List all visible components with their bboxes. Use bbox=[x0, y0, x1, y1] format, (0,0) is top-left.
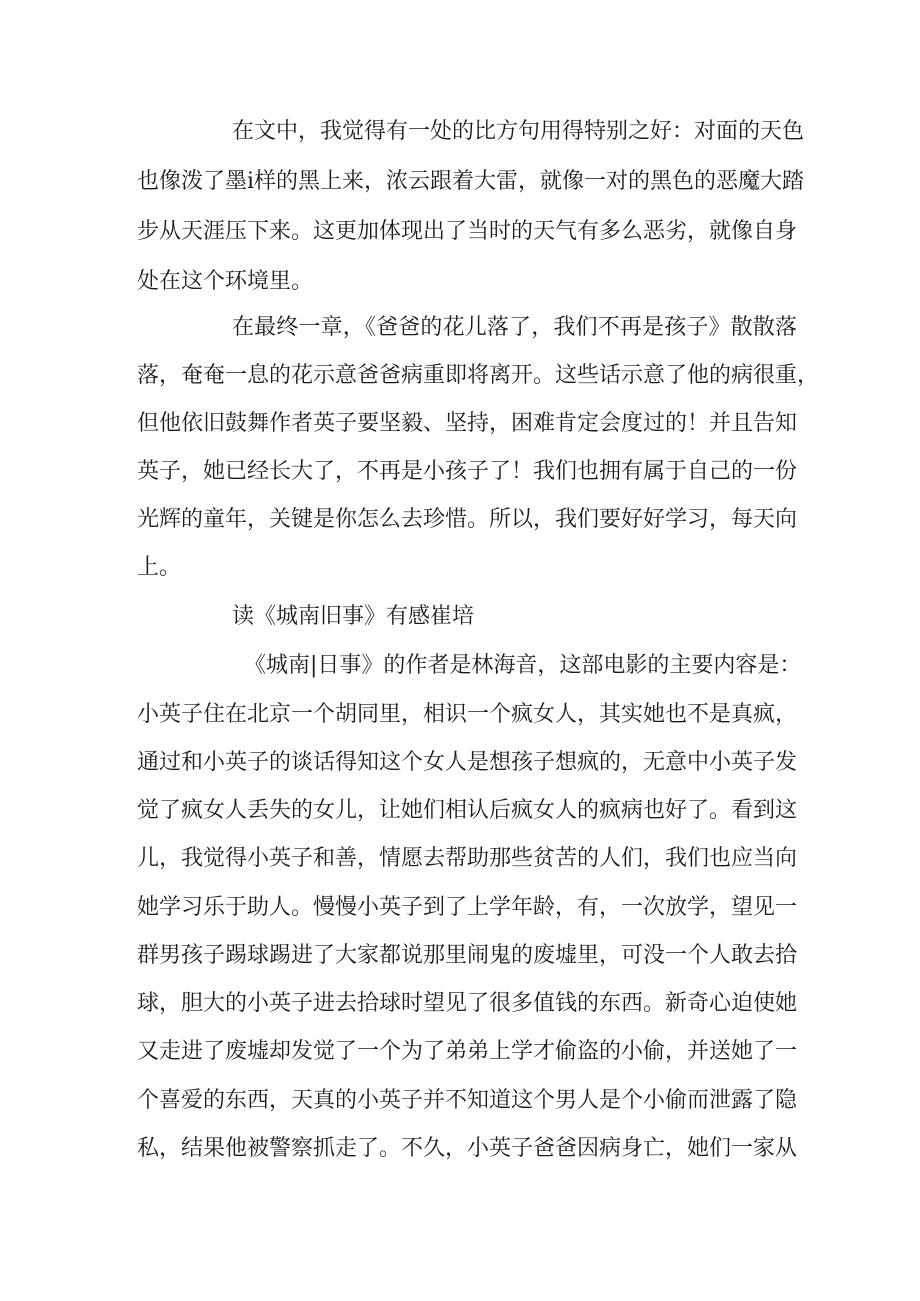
article-heading: 读《城南旧事》有感崔培 bbox=[232, 604, 475, 629]
paragraph-3-line-10: 个喜爱的东西，天真的小英子并不知道这个男人是个小偷而泄露了隐 bbox=[137, 1088, 798, 1113]
paragraph-2-line-3: 但他依旧鼓舞作者英子要坚毅、坚持，困难肯定会度过的！并且告知 bbox=[137, 411, 798, 436]
paragraph-3-line-9: 又走进了废墟却发觉了一个为了弟弟上学才偷盗的小偷，并送她了一 bbox=[137, 1039, 798, 1064]
paragraph-2-line-6: 上。 bbox=[137, 555, 182, 580]
paragraph-2-line-1: 在最终一章，《爸爸的花儿落了，我们不再是孩子》散散落 bbox=[232, 315, 797, 340]
paragraph-3-line-11: 私，结果他被警察抓走了。不久，小英子爸爸因病身亡，她们一家从 bbox=[137, 1136, 798, 1161]
paragraph-2-line-5: 光辉的童年，关键是你怎么去珍惜。所以，我们要好好学习，每天向 bbox=[137, 507, 798, 532]
paragraph-3-line-5: 儿，我觉得小英子和善，情愿去帮助那些贫苦的人们，我们也应当向 bbox=[137, 846, 798, 871]
paragraph-3-line-8: 球，胆大的小英子进去拾球时望见了很多值钱的东西。新奇心迫使她 bbox=[137, 991, 798, 1016]
paragraph-3-line-7: 群男孩子踢球踢进了大家都说那里闹鬼的废墟里，可没一个人敢去拾 bbox=[137, 943, 798, 968]
paragraph-3-line-2: 小英子住在北京一个胡同里，相识一个疯女人，其实她也不是真疯， bbox=[137, 702, 798, 727]
paragraph-1-line-3: 步从天涯压下来。这更加体现出了当时的天气有多么恶劣，就像自身 bbox=[137, 219, 798, 244]
paragraph-2-line-2: 落，奄奄一息的花示意爸爸病重即将离开。这些话示意了他的病很重， bbox=[137, 363, 820, 388]
paragraph-2-line-4: 英子，她已经长大了，不再是小孩子了！我们也拥有属于自己的一份 bbox=[137, 459, 798, 484]
paragraph-1-line-2: 也像泼了墨i样的黑上来，浓云跟着大雷，就像一对的黑色的恶魔大踏 bbox=[137, 169, 805, 194]
paragraph-1-line-4: 处在这个环境里。 bbox=[137, 269, 314, 294]
paragraph-3-line-6: 她学习乐于助人。慢慢小英子到了上学年龄，有，一次放学，望见一 bbox=[137, 895, 798, 920]
paragraph-3-line-1: 《城南|日事》的作者是林海音，这部电影的主要内容是： bbox=[244, 653, 802, 678]
paragraph-3-line-4: 觉了疯女人丢失的女儿，让她们相认后疯女人的疯病也好了。看到这 bbox=[137, 798, 798, 823]
paragraph-1-line-1: 在文中，我觉得有一处的比方句用得特别之好：对面的天色 bbox=[232, 119, 805, 144]
paragraph-3-line-3: 通过和小英子的谈话得知这个女人是想孩子想疯的，无意中小英子发 bbox=[137, 750, 798, 775]
